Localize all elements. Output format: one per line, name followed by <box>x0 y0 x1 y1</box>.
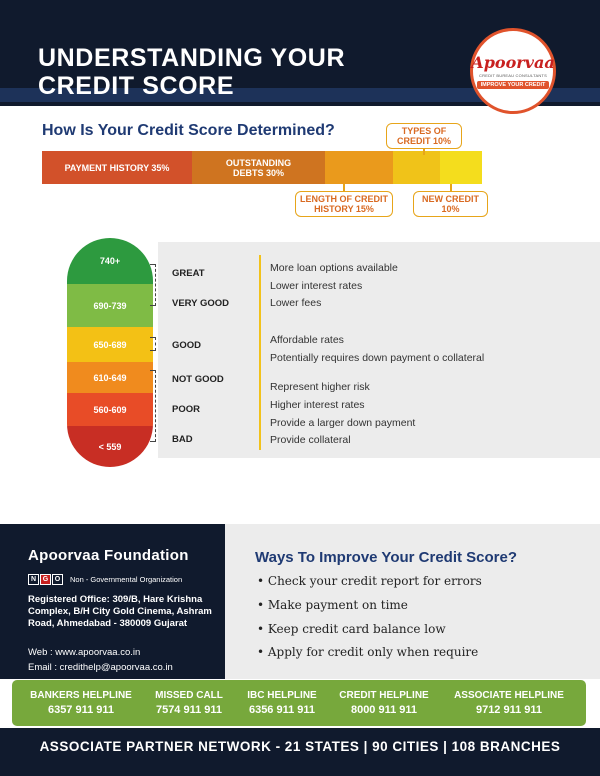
grade-not-good: NOT GOOD <box>172 374 224 385</box>
description-item: Higher interest rates <box>270 399 365 411</box>
helpline-number: 6357 911 911 <box>47 704 115 716</box>
segment-length-of-history <box>325 151 393 184</box>
logo-band: IMPROVE YOUR CREDIT <box>477 81 550 89</box>
score-band-740-plus: 740+ <box>67 238 153 284</box>
tip-item: • Make payment on time <box>257 598 408 612</box>
score-band-below-559: < 559 <box>67 426 153 467</box>
bracket-notgood-bad <box>150 370 156 442</box>
title-line-2: CREDIT SCORE <box>38 72 235 100</box>
helpline-associate[interactable] <box>444 689 574 717</box>
grade-poor: POOR <box>172 404 200 415</box>
description-item: More loan options available <box>270 262 398 274</box>
grade-great: GREAT <box>172 268 205 279</box>
helpline-missed-call[interactable] <box>146 689 232 717</box>
description-item: Lower interest rates <box>270 280 363 292</box>
ngo-letter: N <box>28 574 39 585</box>
segment-outstanding-debts <box>192 151 325 184</box>
registered-office: Registered Office: 309/B, Hare Krishna Complex, B/H City Gold Cinema, Ashram Road, Ahmedabad - 380009 Gujarat <box>28 594 212 629</box>
bracket-good <box>150 337 156 351</box>
logo-name: Apoorvaa <box>471 53 555 72</box>
helpline-number: 8000 911 911 <box>350 704 418 716</box>
callout-connector <box>343 184 345 191</box>
callout-connector <box>423 148 425 155</box>
callout-length-text: LENGTH OF CREDIT HISTORY 15% <box>300 194 388 214</box>
callout-new-credit <box>413 191 488 217</box>
score-band-650-689: 650-689 <box>67 327 153 362</box>
helpline-label: BANKERS HELPLINE <box>30 690 132 701</box>
callout-new-text: NEW CREDIT 10% <box>422 194 479 214</box>
segment-new-credit <box>440 151 482 184</box>
helpline-number: 7574 911 911 <box>155 704 223 716</box>
tip-item: • Keep credit card balance low <box>257 622 446 636</box>
organization-name: Apoorvaa Foundation <box>28 547 189 564</box>
callout-connector <box>450 184 452 191</box>
helpline-label: ASSOCIATE HELPLINE <box>454 690 564 701</box>
grade-very-good: VERY GOOD <box>172 298 230 309</box>
determination-heading: How Is Your Credit Score Determined? <box>42 122 335 139</box>
title-line-1: UNDERSTANDING YOUR <box>38 44 346 72</box>
bracket-great-verygood <box>150 264 156 306</box>
helpline-label: CREDIT HELPLINE <box>339 690 429 701</box>
score-thermometer <box>67 238 153 467</box>
description-item: Represent higher risk <box>270 381 370 393</box>
page-title <box>38 44 398 100</box>
tip-item: • Check your credit report for errors <box>257 574 482 588</box>
logo-tagline: CREDIT BUREAU CONSULTANTS <box>479 73 547 78</box>
grade-bad: BAD <box>172 434 193 445</box>
website-link[interactable]: Web : www.apoorvaa.co.in <box>28 647 141 658</box>
description-item: Provide a larger down payment <box>270 417 416 429</box>
helpline-label: MISSED CALL <box>155 690 223 701</box>
ngo-label: Non - Governmental Organization <box>70 575 183 584</box>
helpline-label: IBC HELPLINE <box>247 690 317 701</box>
description-item: Lower fees <box>270 297 322 309</box>
callout-length-of-history <box>295 191 393 217</box>
score-band-560-609: 560-609 <box>67 393 153 426</box>
grade-good: GOOD <box>172 340 202 351</box>
score-band-610-649: 610-649 <box>67 362 153 393</box>
improve-heading: Ways To Improve Your Credit Score? <box>255 549 518 566</box>
ngo-letter: O <box>52 574 63 585</box>
apoorvaa-logo <box>470 28 556 114</box>
partner-network: ASSOCIATE PARTNER NETWORK - 21 STATES | 90 CITIES | 108 BRANCHES <box>39 739 561 754</box>
segment-types-of-credit <box>393 151 440 184</box>
helpline-number: 9712 911 911 <box>475 704 543 716</box>
helpline-bankers[interactable] <box>22 689 140 717</box>
tip-item: • Apply for credit only when require <box>257 645 479 659</box>
email-link[interactable]: Email : credithelp@apoorvaa.co.in <box>28 662 173 673</box>
description-item: Affordable rates <box>270 334 344 346</box>
helpline-ibc[interactable] <box>236 689 328 717</box>
helpline-number: 6356 911 911 <box>248 704 316 716</box>
score-band-690-739: 690-739 <box>67 284 153 327</box>
callout-types-text: TYPES OF CREDIT 10% <box>396 126 451 146</box>
callout-types-of-credit <box>386 123 462 149</box>
description-item: Potentially requires down payment o collateral <box>270 352 485 364</box>
description-item: Provide collateral <box>270 434 351 446</box>
helpline-credit[interactable] <box>330 689 438 717</box>
ngo-letter: G <box>40 574 51 585</box>
segment-outstanding-debts-label: OUTSTANDING DEBTS 30% <box>225 157 292 178</box>
segment-payment-history: PAYMENT HISTORY 35% <box>42 151 192 184</box>
gauge-divider <box>259 255 261 450</box>
ngo-badge <box>28 574 64 585</box>
